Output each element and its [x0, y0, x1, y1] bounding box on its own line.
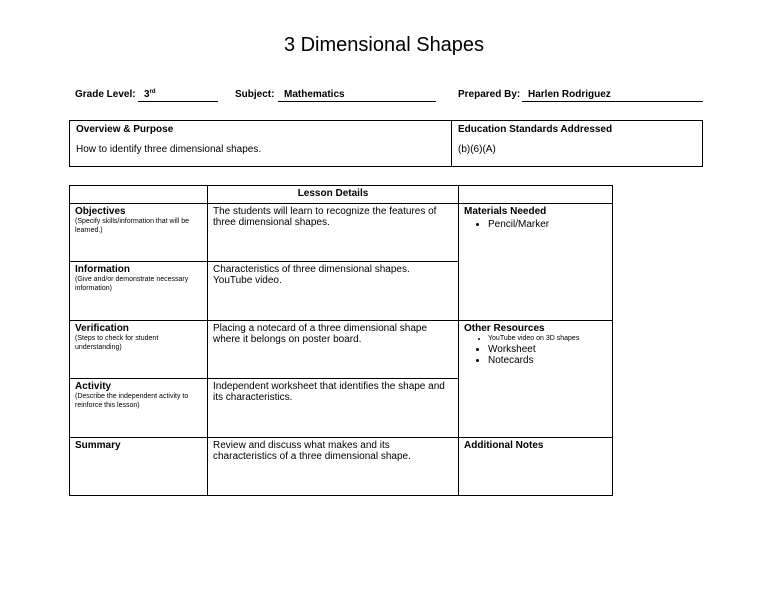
row-label: Verification [75, 323, 129, 334]
additional-notes-heading: Additional Notes [464, 440, 544, 451]
table-row [70, 204, 613, 262]
row-label: Information [75, 264, 130, 275]
row-hint: (Give and/or demonstrate necessary information) [75, 276, 189, 292]
resources-cell [459, 321, 613, 438]
grade-level-value: 3 [144, 89, 150, 100]
list-item: • Notecards [488, 355, 607, 366]
row-label-cell [70, 438, 208, 496]
standards-text: (b)(6)(A) [458, 144, 496, 155]
table-row [70, 321, 613, 379]
standards-heading: Education Standards Addressed [458, 124, 613, 135]
overview-text: How to identify three dimensional shapes. [76, 144, 262, 155]
overview-box [69, 120, 703, 167]
row-label-cell [70, 379, 208, 438]
list-item: • YouTube video on 3D shapes [488, 334, 607, 344]
resources-heading: Other Resources [464, 323, 545, 334]
materials-heading: Materials Needed [464, 206, 547, 217]
list-item: • Worksheet [488, 344, 607, 355]
row-label: Activity [75, 381, 112, 392]
list-item: • Pencil/Marker [488, 219, 607, 231]
row-label-cell [70, 262, 208, 321]
row-hint: (Describe the independent activity to reinforce this lesson) [75, 393, 189, 409]
row-detail: Characteristics of three dimensional shapes. [213, 264, 410, 275]
row-detail: The students will learn to recognize the features of three dimensional shapes. [208, 204, 459, 262]
prepared-by-field: Harlen Rodriguez [522, 89, 703, 102]
page-title: 3 Dimensional Shapes [283, 34, 485, 56]
lesson-header-row [70, 186, 613, 204]
overview-purpose-cell [70, 121, 452, 166]
row-detail-cell [208, 262, 459, 321]
lesson-details-table [69, 185, 613, 496]
header-empty-cell [70, 186, 208, 204]
grade-level-label: Grade Level: [75, 89, 136, 100]
row-detail: Independent worksheet that identifies the shape and its characteristics. [208, 379, 459, 438]
row-hint: (Steps to check for student understanding) [75, 335, 159, 351]
row-label-cell [70, 321, 208, 379]
row-label-cell [70, 204, 208, 262]
row-label: Summary [75, 440, 121, 451]
row-detail: YouTube video. [213, 275, 282, 286]
row-label: Objectives [75, 206, 126, 217]
lesson-details-heading: Lesson Details [208, 186, 459, 204]
grade-level-field [138, 89, 218, 102]
header-empty-cell [459, 186, 613, 204]
grade-level-suffix: rd [149, 89, 156, 95]
subject-label: Subject: [235, 89, 275, 100]
prepared-by-label: Prepared By: [458, 89, 521, 100]
table-row [70, 438, 613, 496]
row-hint: (Specify skills/information that will be learned.) [75, 218, 189, 234]
subject-field: Mathematics [278, 89, 436, 102]
additional-notes-cell [459, 438, 613, 496]
row-detail: Review and discuss what makes and its characteristics of a three dimensional shape. [208, 438, 459, 496]
overview-heading: Overview & Purpose [76, 124, 174, 135]
standards-cell [452, 121, 702, 166]
materials-cell [459, 204, 613, 321]
row-detail: Placing a notecard of a three dimensional shape where it belongs on poster board. [208, 321, 459, 379]
materials-list [464, 219, 607, 231]
resources-list [464, 334, 607, 366]
